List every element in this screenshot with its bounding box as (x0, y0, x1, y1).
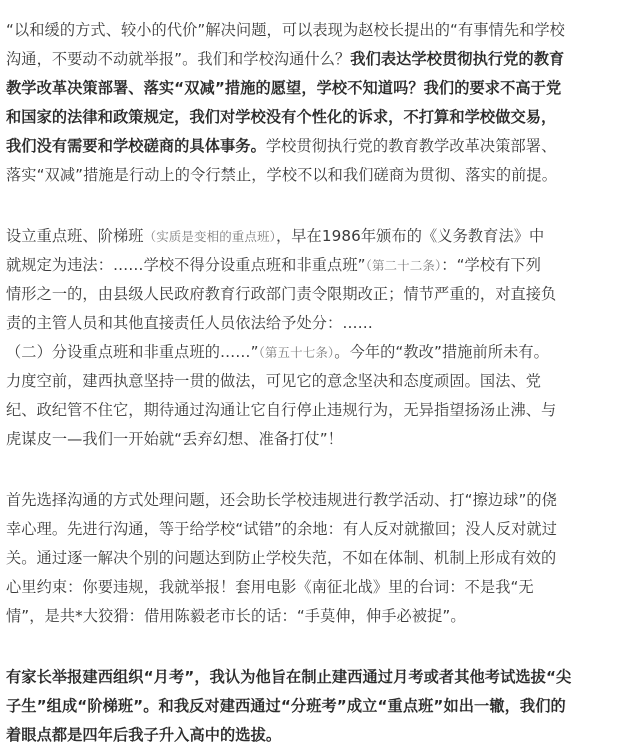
text-line (6, 222, 640, 251)
text-span: 纪、政纪管不住它，期待通过沟通让它自行停止违规行为，无异指望扬汤止沸、与 (6, 401, 557, 419)
citation-note: （实质是变相的重点班） (143, 229, 276, 244)
citation-note: （第二十二条） (365, 258, 442, 273)
bold-text: 着眼点都是四年后我子升入高中的选拔。 (6, 726, 282, 744)
paragraph-gap (6, 631, 640, 663)
bold-text: 有家长举报建西组织“月考”，我认为他旨在制止建西通过月考或者其他考试选拔“尖 (6, 668, 572, 686)
citation-note: （第五十七条） (258, 345, 335, 360)
text-span: 力度空前，建西执意坚持一贯的做法，可见它的意念坚决和态度顽固。国法、党 (6, 372, 542, 390)
text-line (6, 602, 640, 631)
text-span: 首先选择沟通的方式处理问题，还会助长学校违规进行教学活动、打“擦边球”的侥 (6, 491, 557, 509)
paragraph-2 (6, 222, 640, 454)
text-span: 沟通，不要动不动就举报”。我们和学校沟通什么？ (6, 50, 351, 68)
text-line (6, 132, 640, 161)
text-span: 责的主管人员和其他直接责任人员依法给予处分：…… (6, 314, 373, 332)
text-line (6, 161, 640, 190)
text-line (6, 103, 640, 132)
text-line (6, 74, 640, 103)
text-line (6, 338, 640, 367)
text-line (6, 251, 640, 280)
text-line (6, 515, 640, 544)
bold-text: 我们没有需要和学校磋商的具体事务。 (6, 137, 266, 155)
paragraph-gap (6, 190, 640, 222)
paragraph-3 (6, 486, 640, 631)
text-line (6, 425, 640, 454)
text-span: “以和缓的方式、较小的代价”解决问题，可以表现为赵校长提出的“有事情先和学校 (6, 21, 565, 39)
text-span: ，早在1986年颁布的《义务教育法》中 (275, 227, 545, 245)
paragraph-1 (6, 16, 640, 190)
text-span: 虎谋皮一—我们一开始就“丢弃幻想、准备打仗”！ (6, 430, 343, 448)
bold-text: 我们表达学校贯彻执行党的教育 (350, 50, 565, 68)
text-line (6, 309, 640, 338)
text-line (6, 45, 640, 74)
bold-text: 教学改革决策部署、落实“双减”措施的愿望，学校不知道吗？我们的要求不高于党 (6, 79, 562, 97)
text-span: 设立重点班、阶梯班 (6, 227, 144, 245)
text-span: 心里约束：你要违规，我就举报！套用电影《南征北战》里的台词：不是我“无 (6, 578, 534, 596)
text-span: 落实“双减”措施是行动上的令行禁止，学校不以和我们磋商为贯彻、落实的前提。 (6, 166, 557, 184)
bold-text: 子生”组成“阶梯班”。和我反对建西通过“分班考”成立“重点班”如出一辙，我们的 (6, 697, 566, 715)
text-line (6, 16, 640, 45)
bold-text: 和国家的法律和政策规定，我们对学校没有个性化的诉求，不打算和学校做交易， (6, 108, 557, 126)
text-span: 情”，是共*大狡猾：借用陈毅老市长的话：“手莫伸，伸手必被捉”。 (6, 607, 466, 625)
text-line (6, 692, 640, 721)
text-line (6, 280, 640, 309)
text-span: 。今年的“教改”措施前所未有。 (334, 343, 549, 361)
text-span: 情形之一的，由县级人民政府教育行政部门责令限期改正；情节严重的，对直接负 (6, 285, 557, 303)
text-line (6, 544, 640, 573)
text-span: 幸心理。先进行沟通，等于给学校“试错”的余地：有人反对就撤回；没人反对就过 (6, 520, 557, 538)
paragraph-4 (6, 663, 640, 750)
text-line (6, 663, 640, 692)
text-span: （二）分设重点班和非重点班的……” (6, 343, 259, 361)
text-span: 学校贯彻执行党的教育教学改革决策部署、 (265, 137, 557, 155)
text-line (6, 367, 640, 396)
text-span: ：“学校有下列 (441, 256, 541, 274)
text-line (6, 721, 640, 750)
text-span: 关。通过逐一解决个别的问题达到防止学校失范，不如在体制、机制上形成有效的 (6, 549, 557, 567)
text-span: 就规定为违法：……学校不得分设重点班和非重点班” (6, 256, 366, 274)
text-line (6, 486, 640, 515)
text-line (6, 573, 640, 602)
paragraph-gap (6, 454, 640, 486)
text-line (6, 396, 640, 425)
